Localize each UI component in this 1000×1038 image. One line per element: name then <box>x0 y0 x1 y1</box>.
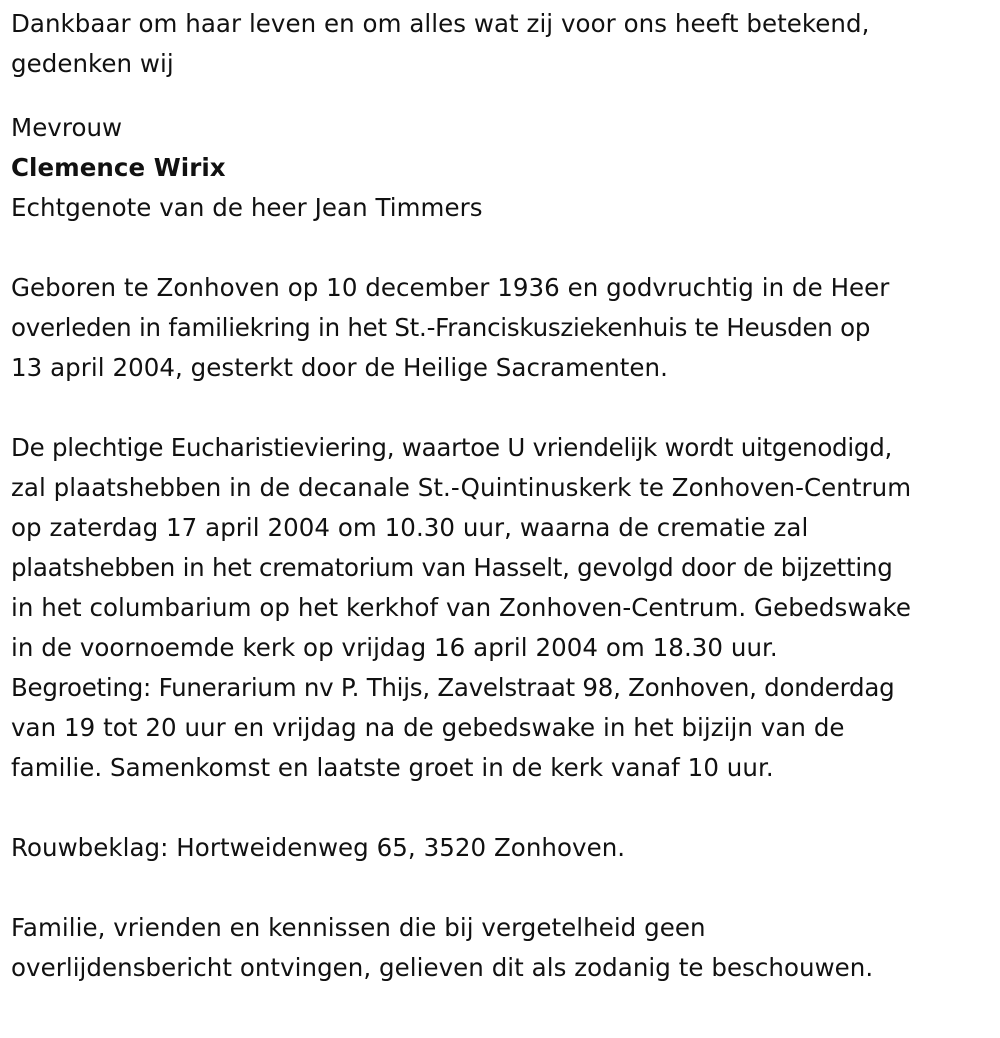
birth-death-paragraph <box>11 268 996 388</box>
ceremony-line-2: zal plaatshebben in de decanale St.-Quintinuskerk te Zonhoven-Centrum <box>11 473 912 502</box>
ceremony-line-1: De plechtige Eucharistieviering, waartoe U vriendelijk wordt uitgenodigd, <box>11 433 893 462</box>
ceremony-line-8: van 19 tot 20 uur en vrijdag na de gebedswake in het bijzijn van de <box>11 713 845 742</box>
birth-line-2: overleden in familiekring in het St.-Franciskusziekenhuis te Heusden op <box>11 313 871 342</box>
ceremony-line-9: familie. Samenkomst en laatste groet in de kerk vanaf 10 uur. <box>11 753 774 782</box>
closing-paragraph <box>11 908 996 988</box>
birth-line-3: 13 april 2004, gesterkt door de Heilige Sacramenten. <box>11 353 668 382</box>
ceremony-line-3: op zaterdag 17 april 2004 om 10.30 uur, waarna de crematie zal <box>11 513 809 542</box>
spacer <box>11 868 996 908</box>
birth-line-1: Geboren te Zonhoven op 10 december 1936 en godvruchtig in de Heer <box>11 273 890 302</box>
deceased-name: Clemence Wirix <box>11 153 226 182</box>
spacer <box>11 228 996 268</box>
ceremony-line-6: in de voornoemde kerk op vrijdag 16 april 2004 om 18.30 uur. <box>11 633 778 662</box>
closing-line-2: overlijdensbericht ontvingen, gelieven dit als zodanig te beschouwen. <box>11 953 874 982</box>
ceremony-line-7: Begroeting: Funerarium nv P. Thijs, Zavelstraat 98, Zonhoven, donderdag <box>11 673 895 702</box>
intro-paragraph <box>11 4 996 84</box>
ceremony-paragraph <box>11 428 996 788</box>
closing-line-1: Familie, vrienden en kennissen die bij vergetelheid geen <box>11 913 706 942</box>
spouse-line: Echtgenote van de heer Jean Timmers <box>11 193 483 222</box>
condolences-address: Rouwbeklag: Hortweidenweg 65, 3520 Zonhoven. <box>11 833 626 862</box>
honorific-title: Mevrouw <box>11 113 123 142</box>
intro-line-2: gedenken wij <box>11 49 174 78</box>
ceremony-line-5: in het columbarium op het kerkhof van Zonhoven-Centrum. Gebedswake <box>11 593 911 622</box>
spacer <box>11 84 996 108</box>
obituary-notice <box>11 4 996 988</box>
spacer <box>11 388 996 428</box>
intro-line-1: Dankbaar om haar leven en om alles wat zij voor ons heeft betekend, <box>11 9 870 38</box>
ceremony-line-4: plaatshebben in het crematorium van Hasselt, gevolgd door de bijzetting <box>11 553 893 582</box>
spacer <box>11 788 996 828</box>
